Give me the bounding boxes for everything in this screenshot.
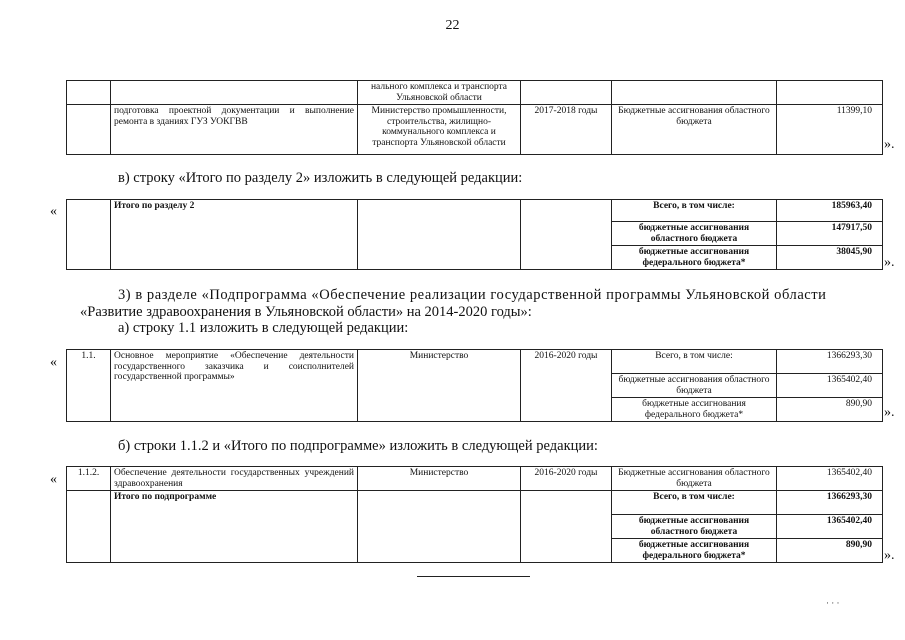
amount-cell: 890,90 <box>777 539 883 563</box>
table-row <box>67 467 883 491</box>
row-number: 1.1. <box>67 350 111 422</box>
row-number: 1.1.2. <box>67 467 111 491</box>
amount-cell: 1365402,40 <box>777 515 883 539</box>
table-row <box>67 491 883 515</box>
ministry-cell: Министерство <box>358 467 521 491</box>
years-cell: 2017-2018 годы <box>521 105 612 155</box>
page-number: 22 <box>445 18 460 33</box>
ministry-cell: Министерство промышленности, строительства, жилищно-коммунального комплекса и транспорта Ульяновской области <box>358 105 521 155</box>
close-quote: ». <box>884 137 895 152</box>
source-cell: Всего, в том числе: <box>612 200 777 222</box>
ministry-cell: Министерство <box>358 350 521 422</box>
amount-cell: 38045,90 <box>777 246 883 270</box>
open-quote: « <box>50 355 57 370</box>
source-cell: Всего, в том числе: <box>612 491 777 515</box>
table-1-1-2 <box>66 466 883 563</box>
amount-cell: 1366293,30 <box>777 491 883 515</box>
amount-cell: 890,90 <box>777 398 883 422</box>
amount-cell: 11399,10 <box>777 105 883 155</box>
table-row <box>67 105 883 155</box>
source-cell: бюджетные ассигнования областного бюджета <box>612 222 777 246</box>
amount-cell: 185963,40 <box>777 200 883 222</box>
close-quote: ». <box>884 548 895 563</box>
close-quote: ». <box>884 405 895 420</box>
paragraph-a: а) строку 1.1 изложить в следующей редакции: <box>118 320 409 336</box>
source-cell: Бюджетные ассигнования областного бюджета <box>612 105 777 155</box>
amount-cell: 1366293,30 <box>777 350 883 374</box>
source-cell: бюджетные ассигнования областного бюджета <box>612 515 777 539</box>
open-quote: « <box>50 472 57 487</box>
footnote-divider <box>417 576 530 577</box>
total-name-cell: Итого по подпрограмме <box>111 491 358 563</box>
source-cell: Бюджетные ассигнования областного бюджета <box>612 467 777 491</box>
table-row <box>67 81 883 105</box>
ministry-cell: нального комплекса и транспорта Ульяновской области <box>358 81 521 105</box>
years-cell: 2016-2020 годы <box>521 350 612 422</box>
paragraph-3-line2: «Развитие здравоохранения в Ульяновской области» на 2014-2020 годы»: <box>80 304 532 320</box>
source-cell: бюджетные ассигнования федерального бюджета* <box>612 539 777 563</box>
name-cell: Итого по разделу 2 <box>111 200 358 270</box>
table-section2-total <box>66 199 883 270</box>
amount-cell: 1365402,40 <box>777 467 883 491</box>
close-quote: ». <box>884 255 895 270</box>
table-row <box>67 200 883 222</box>
table-top <box>66 80 883 155</box>
paragraph-3-line1: 3) в разделе «Подпрограмма «Обеспечение реализации государственной программы Ульяновской области <box>118 287 827 303</box>
paragraph-v: в) строку «Итого по разделу 2» изложить в следующей редакции: <box>118 170 523 186</box>
scan-mark: · · · <box>826 598 840 608</box>
name-cell: подготовка проектной документации и выполнение ремонта в зданиях ГУЗ УОКГВВ <box>111 105 358 155</box>
source-cell: бюджетные ассигнования федерального бюджета* <box>612 398 777 422</box>
amount-cell: 147917,50 <box>777 222 883 246</box>
table-1-1 <box>66 349 883 422</box>
source-cell: Всего, в том числе: <box>612 350 777 374</box>
amount-cell: 1365402,40 <box>777 374 883 398</box>
name-cell: Основное мероприятие «Обеспечение деятельности государственного заказчика и соисполнителей государственной программы» <box>111 350 358 422</box>
years-cell: 2016-2020 годы <box>521 467 612 491</box>
name-cell: Обеспечение деятельности государственных учреждений здравоохранения <box>111 467 358 491</box>
source-cell: бюджетные ассигнования областного бюджета <box>612 374 777 398</box>
table-row <box>67 350 883 374</box>
paragraph-b: б) строки 1.1.2 и «Итого по подпрограмме» изложить в следующей редакции: <box>118 438 598 454</box>
source-cell: бюджетные ассигнования федерального бюджета* <box>612 246 777 270</box>
open-quote: « <box>50 204 57 219</box>
